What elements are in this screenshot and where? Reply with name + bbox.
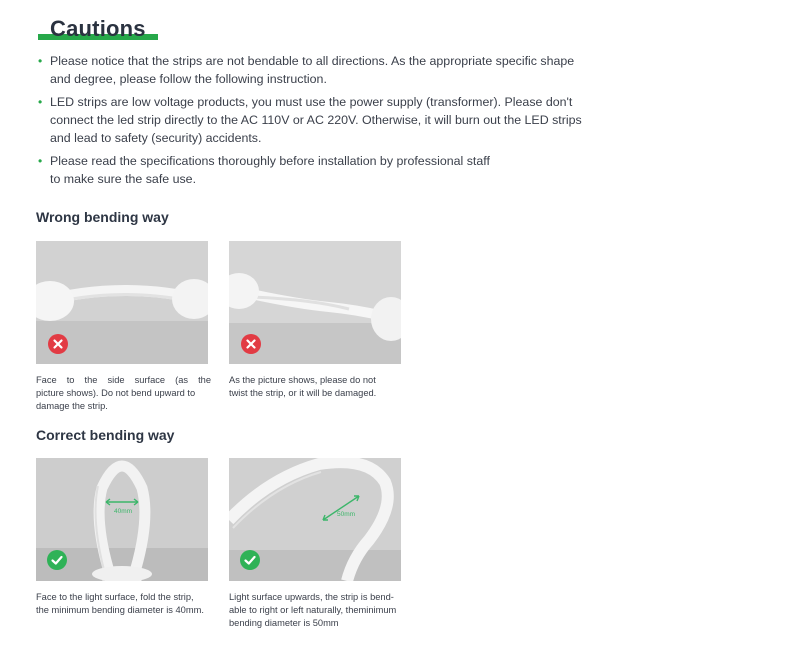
wrong-bending-heading: Wrong bending way bbox=[36, 209, 169, 225]
correct-badge-2 bbox=[240, 550, 260, 570]
cautions-title-block bbox=[36, 16, 160, 42]
wrong-bend-photo-2 bbox=[229, 241, 401, 364]
correct-caption-1: Face to the light surface, fold the strip, the minimum bending diameter is 40mm. bbox=[36, 592, 204, 615]
x-icon bbox=[241, 334, 261, 354]
page-title: Cautions bbox=[50, 16, 146, 41]
check-icon bbox=[240, 550, 260, 570]
correct-caption-2: Light surface upwards, the strip is bend- able to right or left naturally, theminimum bending diameter is 50mm bbox=[229, 592, 397, 628]
wrong-badge-2 bbox=[241, 334, 261, 354]
correct-bend-photo-1 bbox=[36, 458, 208, 581]
wrong-caption-1: Face to the side surface (as the picture shows). Do not bend upward to damage the strip. bbox=[36, 375, 211, 411]
x-icon bbox=[48, 334, 68, 354]
caution-list bbox=[36, 52, 616, 193]
correct-bending-heading: Correct bending way bbox=[36, 427, 175, 443]
dimension-label-40mm: 40mm bbox=[113, 508, 133, 515]
wrong-bend-photo-1 bbox=[36, 241, 208, 364]
check-icon bbox=[47, 550, 67, 570]
bullet-dot-icon: • bbox=[38, 154, 43, 168]
wrong-badge-1 bbox=[48, 334, 68, 354]
wrong-caption-2: As the picture shows, please do not twist the strip, or it will be damaged. bbox=[229, 375, 377, 398]
caution-item-1: • Please notice that the strips are not bendable to all directions. As the appropriate specific shape and degree, please follow the following instruction. bbox=[38, 54, 575, 86]
caution-item-2: • LED strips are low voltage products, you must use the power supply (transformer). Please don't connect the led strip directly to the AC 110V or AC 220V. Otherwise, it will burn out the LED strips and lead to safety (security) accidents. bbox=[38, 95, 582, 145]
bullet-dot-icon: • bbox=[38, 54, 43, 68]
bullet-dot-icon: • bbox=[38, 95, 43, 109]
correct-badge-1 bbox=[47, 550, 67, 570]
caution-item-3: • Please read the specifications thoroughly before installation by professional staff to make sure the safe use. bbox=[38, 154, 490, 186]
dimension-label-50mm: 50mm bbox=[337, 511, 356, 518]
correct-bend-photo-2 bbox=[229, 458, 401, 581]
